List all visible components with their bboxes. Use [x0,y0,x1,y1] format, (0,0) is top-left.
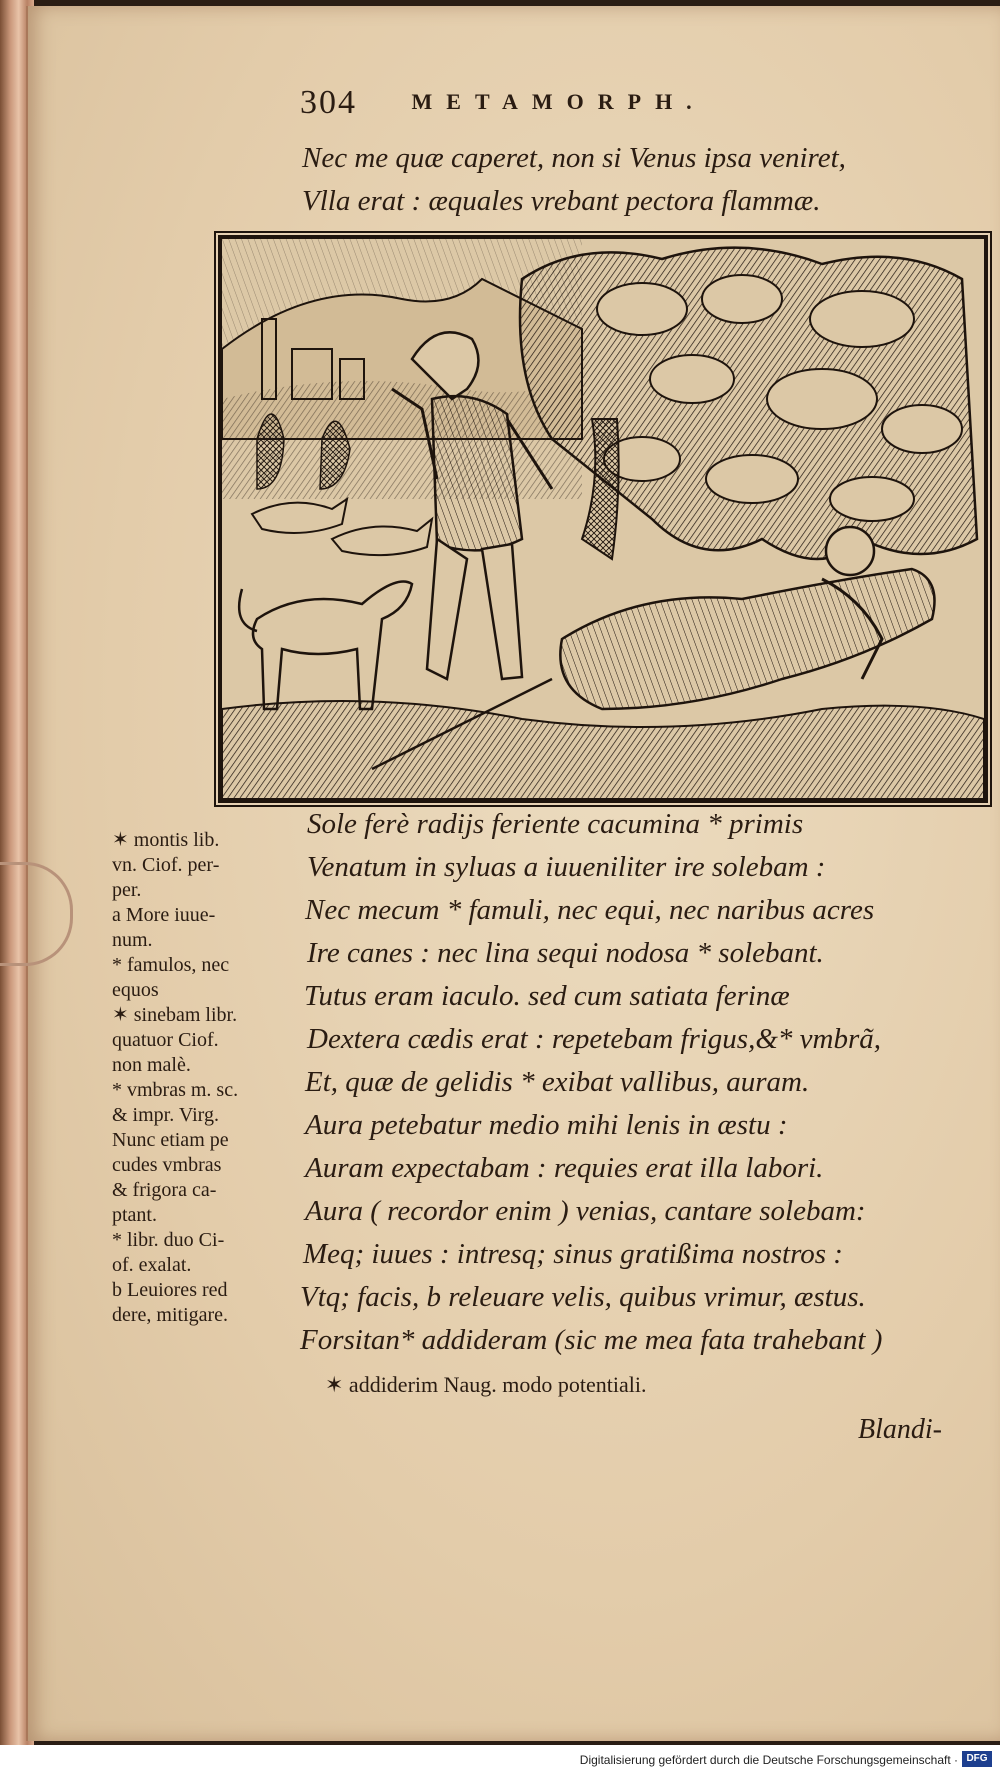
margin-gloss: & impr. Virg. [112,1104,219,1126]
margin-gloss: quatuor Ciof. [112,1029,219,1051]
margin-gloss: cudes vmbras [112,1154,222,1176]
verse-line: Vlla erat : æquales vrebant pectora flammæ. [302,185,821,217]
verse-line: Auram expectabam : requies erat illa labori. [305,1152,824,1184]
margin-gloss: vn. Ciof. per- [112,854,220,876]
margin-gloss: ptant. [112,1204,157,1226]
dfg-logo: DFG [962,1751,992,1767]
verse-line: Sole ferè radijs feriente cacumina * primis [307,808,804,840]
verse-line: Aura ( recordor enim ) venias, cantare solebam: [305,1195,866,1227]
woodcut-drawing [222,239,984,799]
catchword: Blandi- [858,1414,942,1445]
verse-line: Venatum in syluas a iuueniliter ire solebam : [307,851,826,883]
margin-gloss: of. exalat. [112,1254,192,1276]
margin-gloss: ✶ montis lib. [112,829,220,851]
running-header [300,84,706,122]
verse-line: Nec me quæ caperet, non si Venus ipsa veniret, [302,142,846,174]
funding-notice: Digitalisierung gefördert durch die Deutsche Forschungsgemeinschaft · [579,1753,958,1767]
margin-gloss: & frigora ca- [112,1179,217,1201]
margin-gloss: * vmbras m. sc. [112,1079,239,1101]
verse-line: Vtq; facis, b releuare velis, quibus vrimur, æstus. [300,1281,866,1313]
margin-gloss: Nunc etiam pe [112,1129,229,1151]
verse-line: Ire canes : nec lina sequi nodosa * solebant. [307,937,824,969]
verse-line: Et, quæ de gelidis * exibat vallibus, auram. [305,1066,810,1098]
footnote: ✶ addiderim Naug. modo potentiali. [325,1372,647,1397]
margin-gloss: per. [112,879,142,901]
page-number: 304 [300,84,357,121]
digitization-footer [0,1745,1000,1775]
margin-gloss: dere, mitigare. [112,1304,229,1326]
verse-line: Aura petebatur medio mihi lenis in æstu : [305,1109,788,1141]
verse-line: Tutus eram iaculo. sed cum satiata ferinæ [304,980,790,1012]
verse-line: Forsitan* addideram (sic me mea fata trahebant ) [300,1324,883,1356]
margin-gloss: equos [112,979,159,1001]
verse-line: Meq; iuues : intresq; sinus gratißima nostros : [303,1238,843,1270]
margin-gloss: non malè. [112,1054,191,1076]
woodcut-illustration [218,235,988,803]
margin-gloss: * famulos, nec [112,954,230,976]
margin-gloss: * libr. duo Ci- [112,1229,225,1251]
verse-line: Nec mecum * famuli, nec equi, nec naribus acres [305,894,875,926]
verse-line: Dextera cædis erat : repetebam frigus,&* vmbrã, [307,1023,881,1055]
margin-gloss: num. [112,929,153,951]
margin-gloss: ✶ sinebam libr. [112,1004,238,1026]
margin-gloss: b Leuiores red [112,1279,228,1301]
running-title: METAMORPH. [411,89,706,114]
margin-gloss: a More iuue- [112,904,216,926]
